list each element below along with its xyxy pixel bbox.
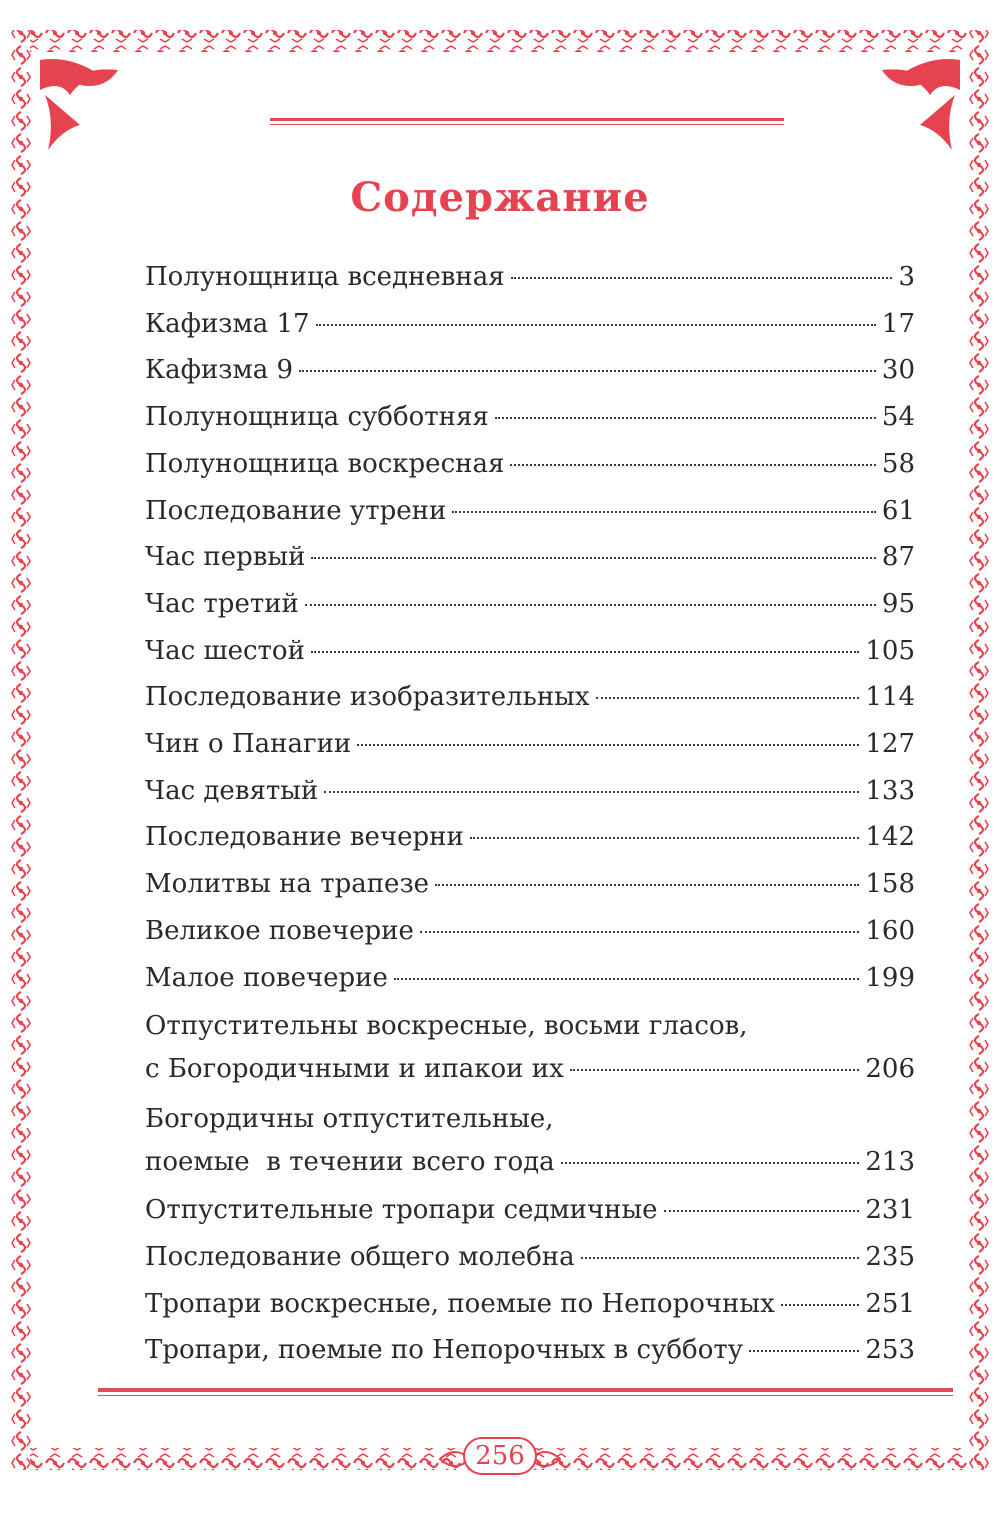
toc-leader: [581, 1257, 860, 1259]
toc-entry[interactable]: [145, 581, 915, 628]
toc-leader: [511, 277, 893, 279]
toc-entry-title-cont: с Богородичными и ипакои их: [145, 1054, 564, 1085]
toc-entry[interactable]: [145, 1281, 915, 1328]
table-of-contents: [145, 254, 915, 1374]
toc-entry-page: 158: [865, 869, 915, 900]
toc-entry-page: 127: [865, 729, 915, 760]
toc-leader: [357, 744, 859, 746]
top-divider: [270, 118, 784, 121]
toc-entry[interactable]: [145, 441, 915, 488]
toc-leader: [510, 464, 876, 466]
toc-entry[interactable]: [145, 347, 915, 394]
toc-entry-page: 142: [865, 822, 915, 853]
toc-entry[interactable]: [145, 721, 915, 768]
toc-leader: [420, 931, 860, 933]
toc-entry-title: Час девятый: [145, 775, 319, 806]
toc-entry[interactable]: [145, 1094, 915, 1187]
toc-entry-title: Кафизма 17: [145, 308, 310, 339]
toc-entry-page: 114: [865, 682, 915, 713]
toc-entry-title-cont: поемые в течении всего года: [145, 1147, 555, 1178]
toc-entry[interactable]: [145, 861, 915, 908]
toc-leader: [470, 837, 860, 839]
toc-entry[interactable]: [145, 1001, 915, 1094]
toc-leader: [305, 604, 876, 606]
toc-entry[interactable]: [145, 394, 915, 441]
toc-leader: [570, 1069, 860, 1071]
toc-entry-title: Чин о Панагии: [145, 729, 352, 760]
toc-entry-page: 133: [865, 775, 915, 806]
toc-entry-title: Последование общего молебна: [145, 1241, 575, 1272]
toc-entry-page: 253: [865, 1335, 915, 1366]
toc-leader: [435, 884, 859, 886]
toc-entry-page: 160: [865, 915, 915, 946]
corner-ornament-top-right: [882, 59, 960, 150]
toc-entry-page: 87: [881, 542, 915, 573]
toc-entry-title: Последование утрени: [145, 495, 447, 526]
toc-entry[interactable]: [145, 768, 915, 815]
page-number: 256: [463, 1437, 537, 1475]
corner-ornament-top-left: [40, 59, 118, 150]
toc-entry-page: 213: [865, 1147, 915, 1178]
toc-leader: [394, 978, 859, 980]
toc-leader: [749, 1350, 859, 1352]
toc-leader: [495, 417, 876, 419]
toc-entry[interactable]: [145, 955, 915, 1002]
toc-leader: [316, 324, 876, 326]
toc-entry-page: 231: [865, 1195, 915, 1226]
toc-entry-title: Великое повечерие: [145, 915, 414, 946]
toc-entry[interactable]: [145, 488, 915, 535]
toc-leader: [664, 1210, 860, 1212]
toc-entry-title: Богордичны отпустительные,: [145, 1104, 554, 1135]
toc-entry-page: 17: [881, 308, 915, 339]
page-title: Содержание: [350, 174, 650, 221]
toc-entry[interactable]: [145, 814, 915, 861]
toc-entry-page: 251: [865, 1288, 915, 1319]
toc-entry-page: 105: [865, 635, 915, 666]
toc-leader: [311, 651, 859, 653]
toc-entry-title: Малое повечерие: [145, 962, 388, 993]
toc-entry[interactable]: [145, 1187, 915, 1234]
toc-entry-title: Последование вечерни: [145, 822, 464, 853]
page-number-container: [0, 1437, 1000, 1475]
toc-entry[interactable]: [145, 1327, 915, 1374]
toc-leader: [311, 557, 875, 559]
toc-entry[interactable]: [145, 254, 915, 301]
toc-leader: [299, 370, 876, 372]
toc-leader: [596, 697, 860, 699]
toc-entry[interactable]: [145, 674, 915, 721]
toc-entry-page: 206: [865, 1054, 915, 1085]
toc-leader: [324, 791, 859, 793]
toc-entry-page: 61: [881, 495, 915, 526]
toc-entry-title: Час третий: [145, 588, 299, 619]
toc-entry-page: 3: [898, 262, 915, 292]
toc-entry-title: Отпустительные тропари седмичные: [145, 1195, 658, 1226]
toc-entry-page: 58: [881, 448, 915, 479]
toc-leader: [781, 1304, 860, 1306]
toc-entry-page: 235: [865, 1241, 915, 1272]
toc-entry[interactable]: [145, 1234, 915, 1281]
toc-entry[interactable]: [145, 908, 915, 955]
toc-entry[interactable]: [145, 534, 915, 581]
bottom-divider: [98, 1388, 953, 1392]
toc-entry-page: 199: [865, 962, 915, 993]
toc-entry[interactable]: [145, 301, 915, 348]
toc-leader: [452, 511, 876, 513]
toc-entry-title: Час шестой: [145, 635, 305, 666]
toc-entry-page: 54: [881, 402, 915, 433]
toc-entry-title: Тропари, поемые по Непорочных в субботу: [145, 1335, 744, 1366]
toc-entry-title: Кафизма 9: [145, 355, 294, 386]
toc-leader: [561, 1162, 860, 1164]
toc-entry[interactable]: [145, 628, 915, 675]
toc-entry-title: Полунощница воскресная: [145, 448, 505, 479]
toc-entry-page: 30: [881, 355, 915, 386]
toc-entry-title: Последование изобразительных: [145, 682, 590, 713]
toc-entry-title: Тропари воскресные, поемые по Непорочных: [145, 1288, 775, 1319]
toc-entry-title: Час первый: [145, 542, 306, 573]
toc-entry-page: 95: [881, 588, 915, 619]
toc-entry-title: Отпустительны воскресные, восьми гласов,: [145, 1011, 748, 1042]
toc-entry-title: Молитвы на трапезе: [145, 869, 430, 900]
toc-entry-title: Полунощница субботняя: [145, 402, 489, 433]
toc-entry-title: Полунощница вседневная: [145, 262, 505, 292]
